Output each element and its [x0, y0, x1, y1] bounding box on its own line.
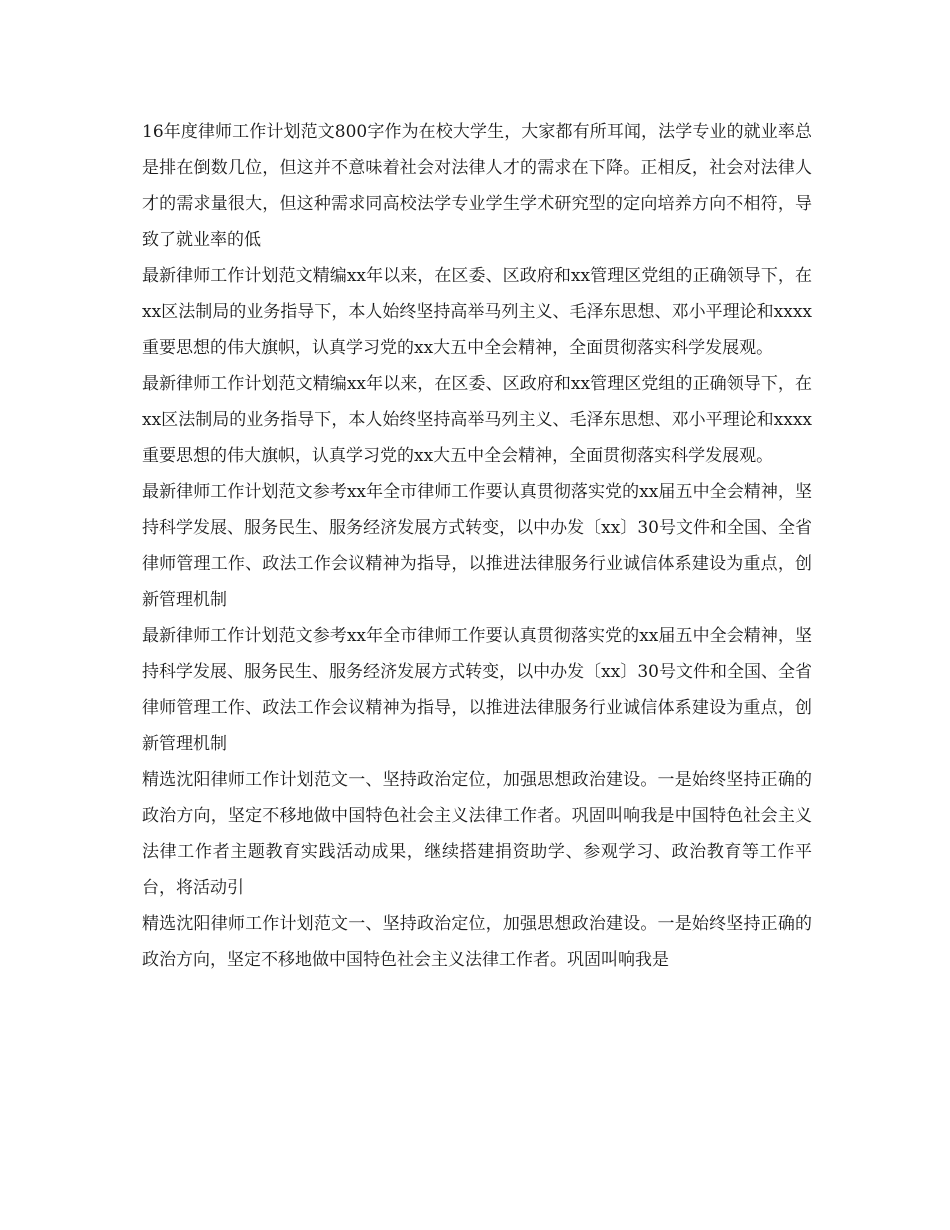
- paragraph-5: 最新律师工作计划范文参考xx年全市律师工作要认真贯彻落实党的xx届五中全会精神，坚持科学发展、服务民生、服务经济发展方式转变，以中办发〔xx〕30号文件和全国、全省律师管理工作、政法工作会议精神为指导，以推进法律服务行业诚信体系建设为重点，创新管理机制: [142, 626, 812, 754]
- paragraph-1: 16年度律师工作计划范文800字作为在校大学生，大家都有所耳闻，法学专业的就业率总是排在倒数几位，但这并不意味着社会对法律人才的需求在下降。正相反，社会对法律人才的需求量很大，但这种需求同高校法学专业学生学术研究型的定向培养方向不相符，导致了就业率的低: [142, 122, 812, 250]
- paragraph-6: 精选沈阳律师工作计划范文一、坚持政治定位，加强思想政治建设。一是始终坚持正确的政治方向，坚定不移地做中国特色社会主义法律工作者。巩固叫响我是中国特色社会主义法律工作者主题教育实践活动成果，继续搭建捐资助学、参观学习、政治教育等工作平台，将活动引: [142, 770, 812, 898]
- document-body: [142, 114, 812, 978]
- paragraph-3: 最新律师工作计划范文精编xx年以来，在区委、区政府和xx管理区党组的正确领导下，在xx区法制局的业务指导下，本人始终坚持高举马列主义、毛泽东思想、邓小平理论和xxxx重要思想的伟大旗帜，认真学习党的xx大五中全会精神，全面贯彻落实科学发展观。: [142, 374, 812, 466]
- paragraph-2: 最新律师工作计划范文精编xx年以来，在区委、区政府和xx管理区党组的正确领导下，在xx区法制局的业务指导下，本人始终坚持高举马列主义、毛泽东思想、邓小平理论和xxxx重要思想的伟大旗帜，认真学习党的xx大五中全会精神，全面贯彻落实科学发展观。: [142, 266, 812, 358]
- paragraph-7: 精选沈阳律师工作计划范文一、坚持政治定位，加强思想政治建设。一是始终坚持正确的政治方向，坚定不移地做中国特色社会主义法律工作者。巩固叫响我是: [142, 914, 812, 970]
- paragraph-4: 最新律师工作计划范文参考xx年全市律师工作要认真贯彻落实党的xx届五中全会精神，坚持科学发展、服务民生、服务经济发展方式转变，以中办发〔xx〕30号文件和全国、全省律师管理工作、政法工作会议精神为指导，以推进法律服务行业诚信体系建设为重点，创新管理机制: [142, 482, 812, 610]
